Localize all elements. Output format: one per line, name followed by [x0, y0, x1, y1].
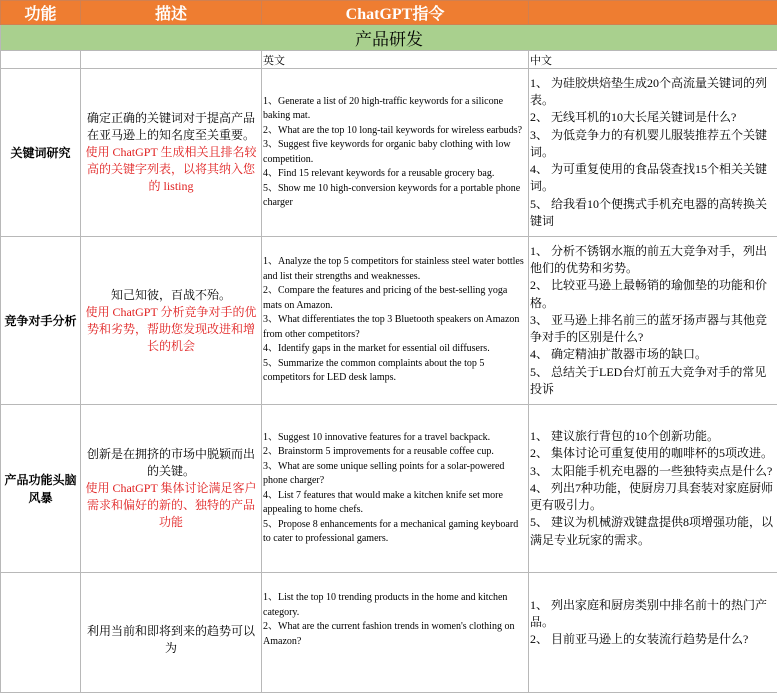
description-highlight: 使用 ChatGPT 生成相关且排名较高的关键字列表，以将其纳入您的 listing — [82, 144, 260, 195]
english-prompt: 5、Show me 10 high-conversion keywords for a portable phone charger — [263, 182, 527, 211]
section-row — [1, 25, 777, 51]
chinese-prompt: 3、 太阳能手机充电器的一些独特卖点是什么? — [530, 463, 776, 480]
section-title: 产品研发 — [1, 25, 777, 51]
lang-english: 英文 — [262, 51, 529, 69]
description-text: 创新是在拥挤的市场中脱颖而出的关键。 — [82, 446, 260, 480]
chinese-prompt: 1、 建议旅行背包的10个创新功能。 — [530, 428, 776, 445]
english-prompt: 3、What are some unique selling points for a solar-powered phone charger? — [263, 460, 527, 489]
description-cell — [81, 69, 262, 237]
header-empty — [529, 1, 777, 25]
chinese-prompt: 2、 比较亚马逊上最畅销的瑜伽垫的功能和价格。 — [530, 277, 776, 311]
english-prompts — [262, 69, 529, 237]
language-row — [1, 51, 777, 69]
english-prompt: 2、Compare the features and pricing of the best-selling yoga mats on Amazon. — [263, 284, 527, 313]
english-prompt: 2、What are the current fashion trends in women's clothing on Amazon? — [263, 620, 527, 649]
chinese-prompt: 1、 列出家庭和厨房类别中排名前十的热门产品。 — [530, 597, 776, 631]
header-feature: 功能 — [1, 1, 81, 25]
english-prompt: 5、Propose 8 enhancements for a mechanical gaming keyboard to cater to professional gamers. — [263, 518, 527, 547]
english-prompts — [262, 573, 529, 693]
description-cell — [81, 405, 262, 573]
table-row — [1, 573, 777, 693]
header-row — [1, 1, 777, 25]
chinese-prompt: 2、 集体讨论可重复使用的咖啡杯的5项改进。 — [530, 445, 776, 462]
chinese-prompt: 4、 确定精油扩散器市场的缺口。 — [530, 346, 776, 363]
description-text: 利用当前和即将到来的趋势可以为 — [82, 623, 260, 657]
description-text: 确定正确的关键词对于提高产品在亚马逊上的知名度至关重要。 — [82, 110, 260, 144]
english-prompt: 2、What are the top 10 long-tail keywords for wireless earbuds? — [263, 124, 527, 139]
chinese-prompts — [529, 69, 777, 237]
chinese-prompt: 5、 建议为机械游戏键盘提供8项增强功能，以满足专业玩家的需求。 — [530, 514, 776, 548]
english-prompt: 4、List 7 features that would make a kitchen knife set more appealing to home chefs. — [263, 489, 527, 518]
feature-cell: 竞争对手分析 — [1, 237, 81, 405]
english-prompt: 1、Generate a list of 20 high-traffic keywords for a silicone baking mat. — [263, 95, 527, 124]
english-prompts — [262, 237, 529, 405]
chinese-prompt: 3、 亚马逊上排名前三的蓝牙扬声器与其他竞争对手的区别是什么? — [530, 312, 776, 346]
table-row — [1, 405, 777, 573]
lang-blank-2 — [81, 51, 262, 69]
english-prompt: 3、What differentiates the top 3 Bluetooth speakers on Amazon from other competitors? — [263, 313, 527, 342]
english-prompt: 5、Summarize the common complaints about the top 5 competitors for LED desk lamps. — [263, 357, 527, 386]
table-row — [1, 69, 777, 237]
chinese-prompt: 4、 列出7种功能，使厨房刀具套装对家庭厨师更有吸引力。 — [530, 480, 776, 514]
table-row — [1, 237, 777, 405]
chinese-prompt: 5、 给我看10个便携式手机充电器的高转换关键词 — [530, 196, 776, 230]
english-prompt: 1、List the top 10 trending products in the home and kitchen category. — [263, 591, 527, 620]
description-highlight: 使用 ChatGPT 分析竞争对手的优势和劣势，帮助您发现改进和增长的机会 — [82, 304, 260, 355]
header-chatgpt-command: ChatGPT指令 — [262, 1, 529, 25]
english-prompt: 1、Analyze the top 5 competitors for stainless steel water bottles and list their strengths and weaknesses. — [263, 255, 527, 284]
english-prompt: 3、Suggest five keywords for organic baby clothing with low competition. — [263, 138, 527, 167]
description-cell — [81, 237, 262, 405]
english-prompt: 2、Brainstorm 5 improvements for a reusable coffee cup. — [263, 445, 527, 460]
english-prompts — [262, 405, 529, 573]
feature-cell — [1, 573, 81, 693]
english-prompt: 4、Find 15 relevant keywords for a reusable grocery bag. — [263, 167, 527, 182]
description-highlight: 使用 ChatGPT 集体讨论满足客户需求和偏好的新的、独特的产品功能 — [82, 480, 260, 531]
chinese-prompt: 1、 分析不锈钢水瓶的前五大竞争对手，列出他们的优势和劣势。 — [530, 243, 776, 277]
description-text: 知己知彼，百战不殆。 — [82, 287, 260, 304]
lang-blank-1 — [1, 51, 81, 69]
english-prompt: 1、Suggest 10 innovative features for a travel backpack. — [263, 431, 527, 446]
feature-cell: 产品功能头脑风暴 — [1, 405, 81, 573]
chinese-prompt: 2、 无线耳机的10大长尾关键词是什么? — [530, 109, 776, 126]
lang-chinese: 中文 — [529, 51, 777, 69]
header-description: 描述 — [81, 1, 262, 25]
chinese-prompts — [529, 405, 777, 573]
chinese-prompts — [529, 573, 777, 693]
chinese-prompt: 1、 为硅胶烘焙垫生成20个高流量关键词的列表。 — [530, 75, 776, 109]
chinese-prompts — [529, 237, 777, 405]
chinese-prompt: 3、 为低竞争力的有机婴儿服装推荐五个关键词。 — [530, 127, 776, 161]
chinese-prompt: 2、 目前亚马逊上的女装流行趋势是什么? — [530, 631, 776, 648]
english-prompt: 4、Identify gaps in the market for essential oil diffusers. — [263, 342, 527, 357]
feature-cell: 关键词研究 — [1, 69, 81, 237]
chinese-prompt: 4、 为可重复使用的食品袋查找15个相关关键词。 — [530, 161, 776, 195]
description-cell — [81, 573, 262, 693]
chinese-prompt: 5、 总结关于LED台灯前五大竞争对手的常见投诉 — [530, 364, 776, 398]
